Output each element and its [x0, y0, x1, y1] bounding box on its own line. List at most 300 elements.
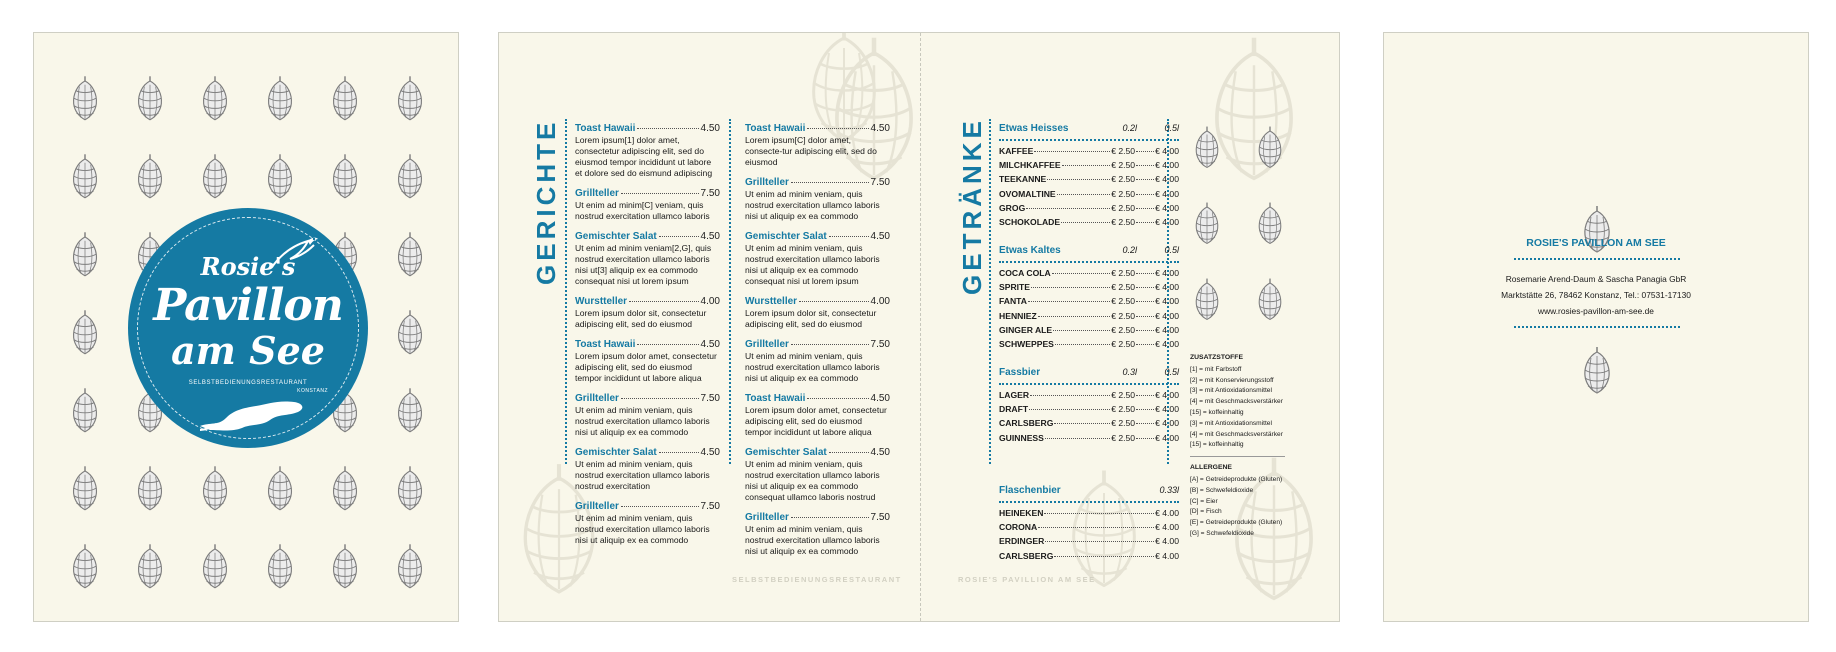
- drink-price-large: € 4.00: [1155, 310, 1179, 321]
- size-label: 0.33l: [1159, 485, 1179, 495]
- additive-item: [3] = mit Antioxidationsmittel: [1190, 387, 1272, 395]
- drink-row: [999, 551, 1179, 565]
- drink-name: GUINNESS: [999, 432, 1044, 443]
- dot-leader: [659, 236, 699, 237]
- drink-name: CORONA: [999, 522, 1038, 533]
- restaurant-logo: [128, 208, 368, 448]
- logo-line-1: Rosie's: [200, 252, 296, 281]
- menu-item-price: 4.00: [870, 296, 890, 307]
- menu-item-row: [575, 339, 720, 350]
- menu-item-name: Toast Hawaii: [745, 393, 806, 404]
- menu-item: [575, 447, 720, 492]
- dot-leader: [1136, 423, 1154, 424]
- hop-icon: [393, 75, 427, 121]
- drink-row: [999, 268, 1179, 282]
- dot-leader: [1061, 222, 1110, 223]
- drink-name: HEINEKEN: [999, 508, 1044, 518]
- hop-icon: [1191, 125, 1223, 169]
- dot-leader: [629, 301, 698, 302]
- size-label: 0.3l: [1122, 367, 1137, 377]
- menu-item-name: Gemischter Salat: [745, 231, 827, 242]
- drinks-heading: GETRÄNKE: [957, 117, 987, 295]
- menu-item-price: 4.50: [700, 447, 720, 458]
- allergens-title: ALLERGENE: [1190, 464, 1232, 472]
- hop-icon: [1191, 201, 1223, 245]
- menu-item-description: Lorem ipsum[C] dolor amet, consecte-tur adipiscing elit, sed do eiusmod: [745, 135, 877, 167]
- drink-name: ERDINGER: [999, 536, 1045, 547]
- drink-name: CARLSBERG: [999, 550, 1054, 561]
- dot-leader: [637, 128, 698, 129]
- drink-row: [999, 189, 1179, 203]
- food-divider-left: [565, 119, 567, 464]
- hop-icon: [393, 465, 427, 511]
- menu-item: [745, 512, 890, 557]
- dot-leader: [1026, 208, 1110, 209]
- menu-item-row: [745, 339, 890, 350]
- drink-price-small: € 2.50: [1111, 310, 1136, 321]
- dot-leader: [1136, 151, 1154, 152]
- hop-icon: [393, 543, 427, 589]
- hop-icon: [393, 309, 427, 355]
- dot-leader: [1053, 330, 1110, 331]
- menu-item: [745, 231, 890, 287]
- drink-price-large: € 4.00: [1155, 522, 1179, 533]
- hop-icon: [393, 231, 427, 277]
- dot-leader: [1028, 301, 1110, 302]
- dot-leader: [1054, 556, 1154, 557]
- drink-price-small: € 2.50: [1111, 432, 1136, 443]
- additives-title: ZUSATZSTOFFE: [1190, 354, 1243, 361]
- drink-name: KAFFEE: [999, 146, 1034, 156]
- drink-price-small: € 2.50: [1111, 160, 1136, 171]
- hop-icon: [133, 75, 167, 121]
- menu-inner-spread: [498, 32, 1340, 622]
- menu-item-description: Ut enim ad minim veniam, quis nostrud exercitation ullamco laboris nisi ut aliquip ex ea commodo: [575, 513, 710, 545]
- hop-icon: [68, 75, 102, 121]
- drinks-section: [999, 123, 1179, 231]
- dot-leader: [1031, 287, 1110, 288]
- dot-leader: [1030, 395, 1110, 396]
- hop-icon: [328, 465, 362, 511]
- drink-price-large: € 4.00: [1155, 296, 1179, 307]
- dot-leader: [1045, 541, 1154, 542]
- hop-icon: [198, 465, 232, 511]
- drink-row: [999, 325, 1179, 339]
- size-label: 0.2l: [1122, 245, 1137, 255]
- drink-price-small: € 2.50: [1111, 146, 1136, 156]
- drink-price-large: € 4.00: [1155, 338, 1179, 349]
- menu-item-price: 4.50: [700, 123, 720, 134]
- hop-icon: [1254, 125, 1286, 169]
- menu-item-description: Ut enim ad minim veniam, quis nostrud exercitation ullamco laboris nisi ut aliquip ex ea commodo: [575, 405, 710, 437]
- dot-leader: [1136, 330, 1154, 331]
- menu-item: [575, 393, 720, 438]
- dot-leader: [829, 236, 869, 237]
- menu-item-row: [575, 393, 720, 404]
- hop-icon: [68, 387, 102, 433]
- drink-name: GINGER ALE: [999, 324, 1053, 335]
- drink-row: [999, 508, 1179, 522]
- additive-item: [15] = koffeinhaltig: [1190, 441, 1244, 449]
- menu-item-name: Grillteller: [575, 188, 619, 199]
- drink-price-large: € 4.00: [1155, 418, 1179, 429]
- hop-icon: [393, 153, 427, 199]
- legend-separator: [1190, 456, 1285, 457]
- dot-leader: [829, 452, 869, 453]
- drink-name: GROG: [999, 202, 1026, 213]
- drinks-section-title: Fassbier: [999, 367, 1041, 378]
- hop-icon: [133, 465, 167, 511]
- drink-price-large: € 4.00: [1155, 268, 1179, 278]
- drink-price-large: € 4.00: [1155, 282, 1179, 293]
- menu-item-row: [575, 123, 720, 134]
- menu-item-row: [575, 501, 720, 512]
- drink-name: DRAFT: [999, 404, 1029, 415]
- drink-price-large: € 4.00: [1155, 174, 1179, 185]
- drink-price-large: € 4.00: [1155, 550, 1179, 561]
- hop-icon: [68, 309, 102, 355]
- menu-item-price: 7.50: [870, 512, 890, 523]
- drinks-section-title: Etwas Kaltes: [999, 245, 1061, 256]
- section-divider: [999, 261, 1179, 263]
- hop-icon: [263, 153, 297, 199]
- hop-icon: [263, 543, 297, 589]
- menu-item-price: 7.50: [870, 339, 890, 350]
- dot-leader: [791, 182, 869, 183]
- additive-item: [4] = mit Geschmacksverstärker: [1190, 430, 1283, 438]
- menu-item-description: Ut enim ad minim veniam, quis nostrud exercitation ullamco laboris nisi ut aliquip ex ea commodo: [745, 189, 880, 221]
- menu-item-name: Grillteller: [745, 339, 789, 350]
- menu-item-description: Ut enim ad minim veniam, quis nostrud exercitation ullamco laboris nisi ut aliquip ex ea commodo consequat nisi ut lorem ipsum: [745, 243, 880, 286]
- drink-price-small: € 2.50: [1111, 282, 1136, 293]
- dot-leader: [807, 128, 868, 129]
- drink-row: [999, 174, 1179, 188]
- drink-row: [999, 339, 1179, 353]
- dot-leader: [1034, 151, 1110, 152]
- drinks-section-title: Flaschenbier: [999, 485, 1061, 496]
- drink-name: SCHWEPPES: [999, 338, 1054, 349]
- dot-leader: [1029, 409, 1110, 410]
- menu-item-description: Lorem ipsum dolor sit, consectetur adipiscing elit, sed do eiusmod: [745, 308, 877, 329]
- drink-price-large: € 4.00: [1155, 390, 1179, 400]
- drink-price-large: € 4.00: [1155, 404, 1179, 415]
- hop-icon: [68, 153, 102, 199]
- logo-line-3: am See: [171, 328, 325, 373]
- allergen-item: [C] = Eier: [1190, 497, 1218, 505]
- menu-item-name: Gemischter Salat: [575, 231, 657, 242]
- dot-leader: [1136, 344, 1154, 345]
- dot-leader: [791, 344, 869, 345]
- drink-row: [999, 390, 1179, 404]
- menu-item-price: 4.50: [870, 231, 890, 242]
- fold-line: [920, 33, 921, 621]
- dot-leader: [1136, 179, 1154, 180]
- hop-icon: [393, 387, 427, 433]
- drink-price-large: € 4.00: [1155, 146, 1179, 156]
- dot-leader: [1038, 527, 1154, 528]
- menu-item-row: [575, 447, 720, 458]
- logo-line-2: Pavillon: [153, 280, 343, 331]
- drinks-section-title: Etwas Heisses: [999, 123, 1069, 134]
- menu-item-name: Gemischter Salat: [575, 447, 657, 458]
- dot-leader: [1054, 423, 1110, 424]
- menu-item: [575, 123, 720, 179]
- menu-item-price: 7.50: [700, 393, 720, 404]
- menu-item: [575, 188, 720, 222]
- drink-price-small: € 2.50: [1111, 202, 1136, 213]
- menu-item: [745, 296, 890, 330]
- back-website: www.rosies-pavillon-am-see.de: [1538, 306, 1654, 316]
- dot-leader: [1136, 273, 1154, 274]
- drink-price-small: € 2.50: [1111, 338, 1136, 349]
- menu-item: [575, 501, 720, 546]
- menu-item-description: Lorem ipsum dolor amet, consectetur adipiscing elit, sed do eiusmod tempor incididunt ut labore aliqua: [745, 405, 887, 437]
- menu-item-price: 4.50: [700, 339, 720, 350]
- allergen-item: [D] = Fisch: [1190, 508, 1222, 516]
- drink-name: FANTA: [999, 296, 1028, 307]
- drink-name: COCA COLA: [999, 268, 1051, 278]
- menu-item-row: [745, 512, 890, 523]
- back-divider-top: [1514, 258, 1680, 260]
- menu-item-name: Grillteller: [575, 501, 619, 512]
- dot-leader: [1057, 194, 1111, 195]
- drink-row: [999, 217, 1179, 231]
- drink-price-large: € 4.00: [1155, 508, 1179, 518]
- logo-subtitle: SELBSTBEDIENUNGSRESTAURANT: [188, 380, 308, 386]
- drink-row: [999, 203, 1179, 217]
- food-divider-middle: [729, 119, 731, 464]
- dot-leader: [1038, 316, 1110, 317]
- additive-item: [1] = mit Farbstoff: [1190, 365, 1242, 373]
- menu-item-row: [745, 231, 890, 242]
- dot-leader: [1136, 409, 1154, 410]
- drink-price-large: € 4.00: [1155, 536, 1179, 547]
- drink-name: MILCHKAFFEE: [999, 160, 1061, 171]
- dot-leader: [1062, 165, 1111, 166]
- dot-leader: [1136, 301, 1154, 302]
- drink-price-small: € 2.50: [1111, 418, 1136, 429]
- dot-leader: [659, 452, 699, 453]
- menu-item-name: Grillteller: [575, 393, 619, 404]
- legend: [1190, 353, 1300, 540]
- back-address: Marktstätte 26, 78462 Konstanz, Tel.: 07531-17130: [1501, 290, 1691, 300]
- dot-leader: [807, 398, 868, 399]
- size-label: 0.2l: [1122, 123, 1137, 133]
- menu-item-price: 4.50: [870, 393, 890, 404]
- section-divider: [999, 383, 1179, 385]
- allergen-item: [B] = Schwefeldioxide: [1190, 486, 1254, 494]
- dot-leader: [1045, 438, 1110, 439]
- menu-item-price: 7.50: [700, 501, 720, 512]
- allergen-item: [E] = Getreideprodukte (Gluten): [1190, 519, 1283, 527]
- menu-item: [745, 393, 890, 438]
- menu-item-description: Ut enim ad minim[C] veniam, quis nostrud exercitation ullamco laboris: [575, 200, 710, 221]
- hop-icon: [328, 543, 362, 589]
- dot-leader: [1136, 194, 1154, 195]
- hop-icon: [198, 75, 232, 121]
- menu-item-row: [575, 231, 720, 242]
- additive-item: [2] = mit Konservierungsstoff: [1190, 376, 1274, 384]
- hop-icon: [1254, 201, 1286, 245]
- drink-price-small: € 2.50: [1111, 216, 1136, 227]
- drinks-section: [999, 245, 1179, 353]
- menu-back: [1383, 32, 1809, 622]
- menu-item-description: Lorem ipsum dolor amet, consectetur adipiscing elit, sed do eiusmod tempor incididunt ut labore aliqua: [575, 351, 717, 383]
- drink-price-small: € 2.50: [1111, 296, 1136, 307]
- section-divider: [999, 139, 1179, 141]
- menu-item-price: 4.50: [870, 123, 890, 134]
- hop-icon: [1579, 346, 1615, 394]
- additives-list: [1190, 365, 1300, 451]
- dot-leader: [1136, 438, 1154, 439]
- drink-price-large: € 4.00: [1155, 188, 1179, 199]
- hop-icon: [328, 153, 362, 199]
- menu-item-row: [745, 447, 890, 458]
- drinks-section-header: [999, 123, 1179, 137]
- menu-item-name: Toast Hawaii: [575, 123, 636, 134]
- menu-item-price: 4.50: [870, 447, 890, 458]
- menu-item-description: Lorem ipsum dolor sit, consectetur adipiscing elit, sed do eiusmod: [575, 308, 707, 329]
- drinks-footer: ROSIE'S PAVILLION AM SEE: [958, 575, 1096, 584]
- dot-leader: [1047, 179, 1110, 180]
- food-column-1: [575, 123, 720, 555]
- drink-price-small: € 2.50: [1111, 324, 1136, 335]
- hop-icon: [263, 75, 297, 121]
- food-heading: GERICHTE: [531, 118, 561, 285]
- hop-icon: [68, 465, 102, 511]
- drinks-divider-left: [989, 119, 991, 464]
- drink-row: [999, 311, 1179, 325]
- drink-name: CARLSBERG: [999, 418, 1054, 429]
- menu-item-price: 4.00: [700, 296, 720, 307]
- menu-item-name: Grillteller: [745, 512, 789, 523]
- menu-item-description: Ut enim ad minim veniam, quis nostrud exercitation ullamco laboris nostrud exercitation: [575, 459, 710, 491]
- drink-name: SCHOKOLADE: [999, 216, 1061, 227]
- drinks-section: [999, 485, 1179, 565]
- drink-row: [999, 418, 1179, 432]
- drink-price-large: € 4.00: [1155, 202, 1179, 213]
- drink-price-large: € 4.00: [1155, 432, 1179, 443]
- drink-row: [999, 433, 1179, 447]
- size-label: 0.5l: [1164, 245, 1179, 255]
- menu-item-row: [575, 296, 720, 307]
- menu-cover: [33, 32, 459, 622]
- allergen-item: [G] = Schwefeldioxide: [1190, 529, 1254, 537]
- hop-icon: [1254, 277, 1286, 321]
- hop-icon: [1191, 277, 1223, 321]
- drink-price-large: € 4.00: [1155, 324, 1179, 335]
- drink-name: OVOMALTINE: [999, 188, 1056, 199]
- back-divider-bottom: [1514, 326, 1680, 328]
- dot-leader: [1136, 316, 1154, 317]
- menu-item-row: [745, 123, 890, 134]
- hop-icon: [133, 153, 167, 199]
- drink-price-small: € 2.50: [1111, 188, 1136, 199]
- drink-row: [999, 404, 1179, 418]
- menu-item: [745, 123, 890, 168]
- menu-item: [575, 231, 720, 287]
- dot-leader: [621, 506, 699, 507]
- dot-leader: [1136, 208, 1154, 209]
- additive-item: [3] = mit Antioxidationsmittel: [1190, 419, 1272, 427]
- food-footer: SELBSTBEDIENUNGSRESTAURANT: [732, 575, 902, 584]
- drink-name: TEEKANNE: [999, 174, 1047, 185]
- menu-item-row: [575, 188, 720, 199]
- menu-item: [745, 177, 890, 222]
- dot-leader: [1136, 222, 1154, 223]
- drink-price-small: € 2.50: [1111, 390, 1136, 400]
- drink-row: [999, 146, 1179, 160]
- menu-item: [575, 296, 720, 330]
- menu-item-row: [745, 177, 890, 188]
- menu-item-row: [745, 296, 890, 307]
- menu-item-name: Wurstteller: [575, 296, 628, 307]
- drink-price-small: € 2.50: [1111, 404, 1136, 415]
- lake-outline-icon: [198, 396, 308, 432]
- additive-item: [15] = koffeinhaltig: [1190, 408, 1244, 416]
- dot-leader: [791, 517, 869, 518]
- hop-icon: [328, 75, 362, 121]
- menu-item-name: Toast Hawaii: [745, 123, 806, 134]
- dot-leader: [1044, 513, 1154, 514]
- menu-item-description: Ut enim ad minim veniam, quis nostrud exercitation ullamco laboris nisi ut aliquip ex ea commodo: [745, 524, 880, 556]
- drink-name: HENNIEZ: [999, 310, 1037, 321]
- drinks-section-header: [999, 245, 1179, 259]
- dot-leader: [1055, 344, 1110, 345]
- drink-row: [999, 282, 1179, 296]
- dot-leader: [637, 344, 698, 345]
- menu-item: [575, 339, 720, 384]
- menu-item-name: Gemischter Salat: [745, 447, 827, 458]
- drink-row: [999, 536, 1179, 550]
- drink-name: SPRITE: [999, 282, 1031, 293]
- drink-row: [999, 296, 1179, 310]
- menu-item-row: [745, 393, 890, 404]
- dot-leader: [1136, 165, 1154, 166]
- hop-icon: [198, 153, 232, 199]
- drink-row: [999, 522, 1179, 536]
- back-title: ROSIE'S PAVILLON AM SEE: [1526, 237, 1666, 249]
- menu-item-description: Ut enim ad minim veniam, quis nostrud exercitation ullamco laboris nisi ut aliquip ex ea commodo consequat ullamco laboris nostrud: [745, 459, 880, 502]
- hop-icon: [68, 231, 102, 277]
- logo-location: KONSTANZ: [297, 388, 328, 394]
- menu-item-price: 7.50: [700, 188, 720, 199]
- hop-icon: [198, 543, 232, 589]
- menu-item-name: Toast Hawaii: [575, 339, 636, 350]
- food-column-2: [745, 123, 890, 566]
- allergen-item: [A] = Getreideprodukte (Gluten): [1190, 475, 1283, 483]
- menu-item-description: Lorem ipsum[1] dolor amet, consectetur adipiscing elit, sed do eiusmod tempor incididunt ut labore et dolore sed do eismund adipiscing: [575, 135, 713, 178]
- section-divider: [999, 501, 1179, 503]
- back-company: Rosemarie Arend-Daum & Sascha Panagia GbR: [1505, 274, 1687, 284]
- dot-leader: [1052, 273, 1110, 274]
- drink-name: LAGER: [999, 390, 1030, 400]
- size-label: 0.5l: [1164, 367, 1179, 377]
- menu-item-description: Ut enim ad minim veniam, quis nostrud exercitation ullamco laboris nisi ut aliquip ex ea commodo: [745, 351, 880, 383]
- size-label: 0.5l: [1164, 123, 1179, 133]
- drinks-section-header: [999, 485, 1179, 499]
- menu-item: [745, 339, 890, 384]
- menu-item: [745, 447, 890, 503]
- hop-icon: [263, 465, 297, 511]
- hop-icon: [133, 543, 167, 589]
- menu-item-price: 4.50: [700, 231, 720, 242]
- drinks-section-header: [999, 367, 1179, 381]
- drink-row: [999, 160, 1179, 174]
- menu-item-price: 7.50: [870, 177, 890, 188]
- additive-item: [4] = mit Geschmacksverstärker: [1190, 398, 1283, 406]
- menu-item-description: Ut enim ad minim veniam[2,G], quis nostrud exercitation ullamco laboris nisi ut[3] aliquip ex ea commodo consequat nisi ut lorem ipsum: [575, 243, 712, 286]
